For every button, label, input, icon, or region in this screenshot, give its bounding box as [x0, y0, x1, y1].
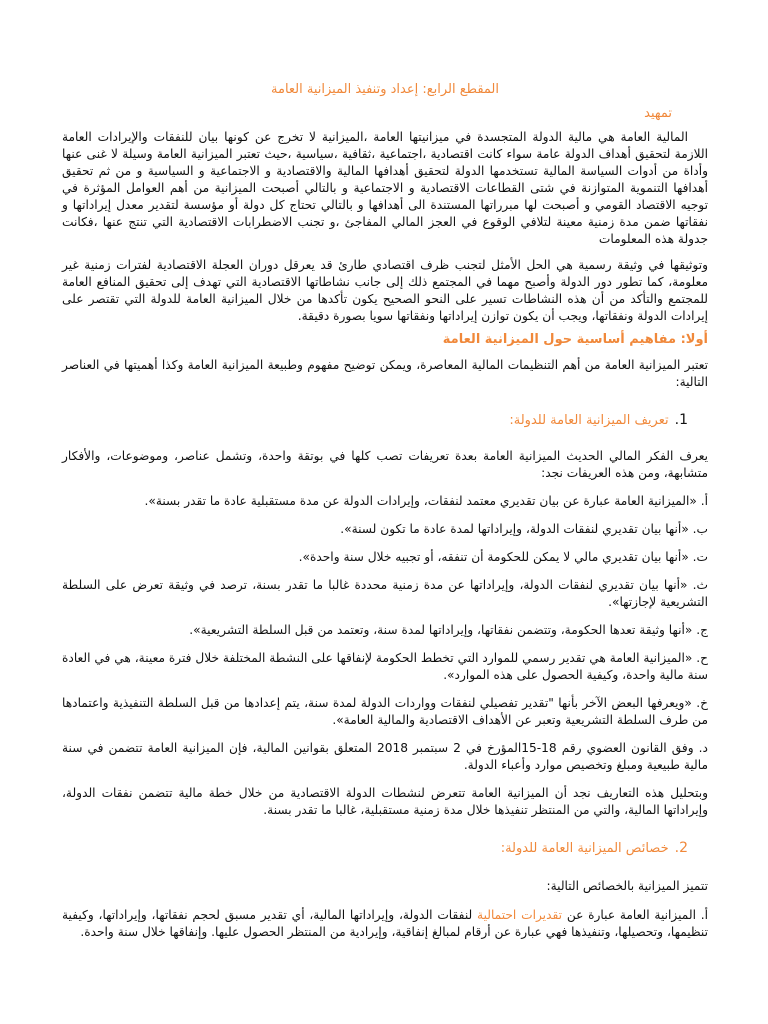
section-intro-paragraph: تعتبر الميزانية العامة من أهم التنظيمات المالية المعاصرة، ويمكن توضيح مفهوم وطبيعة الميزانية العامة وكذا أهميتها في العناصر التالية:: [62, 358, 708, 389]
intro-paragraph-2: وتوثيقها في وثيقة رسمية هي الحل الأمثل لتجنب ظرف اقتصادي طارئ قد يعرقل دوران العجلة الاقتصادية لفترات زمنية غير معلومة، كما تطور دور الدولة وأصبح مهما في المجتمع ذلك إلى جانب نشاطاتها الاقتصادية التي تهدف إلى تحقيق المنافع العامة للمجتمع والتأكد من أن هذه النشاطات تسير على النحو الصحيح يكون تأكدها من خلال الميزانية العامة للدولة التي تقتصر على إيرادات الدولة ونفقاتها، ويجب أن يكون توازن إيراداتها ونفقاتها سويا بصورة دقيقة.: [62, 258, 708, 323]
characteristic-text-end: لنفقات الدولة، وإيراداتها المالية، أي تقدير مسبق لحجم نفقاتها، وإيراداتها، وكيفية تنظيمها، وتحصيلها، وتنفيذها فهي عبارة عن أرقام لمبالغ إنفاقية، وإيرادية من المنتظر الحصول عليها. وإنفاقها خلال سنة واحدة.: [62, 908, 708, 939]
intro-paragraph-1: المالية العامة هي مالية الدولة المتجسدة في ميزانيتها العامة ،الميزانية لا تخرج عن كونها بيان للنفقات والإيرادات العامة اللازمة لتحقيق أهداف الدولة عامة سواء كانت اقتصادية ،اجتماعية ،ثقافية ،سياسية ،حيث تعتبر الميزانية العامة وسيلة لا غنى عنها وأداة من أدوات السياسة المالية تستخدمها الدولة لتحقيق أهدافها المالية والاقتصادية و الاجتماعية و السياسية و من ثم تحقيق أهدافها التنموية المتوازنة في شتى القطاعات الاقتصادية و الاجتماعية و بالتالي أصبحت الميزانية من أهم العوامل المؤثرة في توجيه الاقتصاد القومي و أصبحت لها مبرراتها المستندة الى أهدافها و بالتالي تحتاج كل دولة أو مؤسسة لتقدير معدل إيراداتها و نفقاتها ضمن مدة زمنية معينة لتلافي الوقوع في العجز المالي المفاجئ ،و تجنب الاضطرابات الاقتصادية التي تنتج عنها ،فكانت جدولة هذه المعلومات: [62, 130, 708, 246]
definition-item: ج. «أنها وثيقة تعدها الحكومة، وتتضمن نفقاتها، وإيراداتها لمدة سنة، وتعتمد من قبل السلطة التشريعية».: [189, 623, 708, 637]
definition-item: ث. «أنها بيان تقديري لنفقات الدولة، وإيراداتها عن مدة زمنية محددة غالبا ما تقدر بسنة، ترصد في وثيقة تعرض على السلطة التشريعية لإجازتها».: [62, 578, 708, 609]
characteristic-item: [62, 907, 708, 941]
definitions-intro: يعرف الفكر المالي الحديث الميزانية العامة بعدة تعريفات تصب كلها في بوتقة واحدة، وتشمل عناصر، وموضوعات، والأفكار متشابهة، ومن هذه العريفات نجد:: [62, 449, 708, 480]
document-title: المقطع الرابع: إعداد وتنفيذ الميزانية العامة: [271, 82, 499, 97]
subheading-label: خصائص الميزانية العامة للدولة:: [500, 841, 669, 856]
definition-item: ب. «أنها بيان تقديري لنفقات الدولة، وإيراداتها لمدة عادة ما تكون لسنة».: [340, 522, 708, 536]
subheading-number: 1.: [674, 412, 688, 428]
intro-heading: تمهيد: [644, 106, 672, 121]
highlighted-term: تقديرات احتمالية: [477, 908, 563, 922]
subheading-characteristics: [62, 840, 688, 856]
subheading-definition: [62, 412, 688, 428]
definition-item: ح. «الميزانية العامة هي تقدير رسمي للموارد التي تخطط الحكومة لإنفاقها على النشطة المختلفة خلال فترة معينة، هي في العادة سنة مالية واحدة، وكيفية الحصول على هذه الموارد».: [62, 651, 708, 682]
section-heading-concepts: أولا: مفاهيم أساسية حول الميزانية العامة: [442, 332, 708, 347]
characteristic-text-start: أ. الميزانية العامة عبارة عن: [562, 908, 708, 922]
characteristics-intro: تتميز الميزانية بالخصائص التالية:: [546, 879, 708, 893]
subheading-label: تعريف الميزانية العامة للدولة:: [509, 413, 669, 428]
definition-item: خ. «ويعرفها البعض الآخر بأنها "تقدير تفصيلي لنفقات وواردات الدولة لمدة سنة، يتم إعدادها من قبل السلطة التنفيذية واعتمادها من طرف السلطة التشريعية وتعبر عن الأهداف الاقتصادية والمالية العامة».: [62, 696, 708, 727]
definition-item: أ. «الميزانية العامة عبارة عن بيان تقديري معتمد لنفقات، وإيرادات الدولة عن مدة مستقبلية عادة ما تقدر بسنة».: [144, 494, 708, 508]
analysis-paragraph: وبتحليل هذه التعاريف نجد أن الميزانية العامة تتعرض لنشطات الدولة الاقتصادية من خلال خطة مالية تتضمن نفقات الدولة، وإيراداتها المالية، والتي من المنتظر تنفيذها خلال مدة زمنية مستقبلية، غالبا ما تقدر بسنة.: [62, 786, 708, 817]
subheading-number: 2.: [674, 840, 688, 856]
definition-item: د. وفق القانون العضوي رقم 18-15المؤرخ في 2 سبتمبر 2018 المتعلق بقوانين المالية، فإن الميزانية العامة تتضمن في سنة مالية طبيعية ومبلغ وتخصيص موارد وأعباء الدولة.: [62, 741, 708, 772]
definition-item: ت. «أنها بيان تقديري مالي لا يمكن للحكومة أن تنفقه، أو تجبيه خلال سنة واحدة».: [298, 550, 708, 564]
